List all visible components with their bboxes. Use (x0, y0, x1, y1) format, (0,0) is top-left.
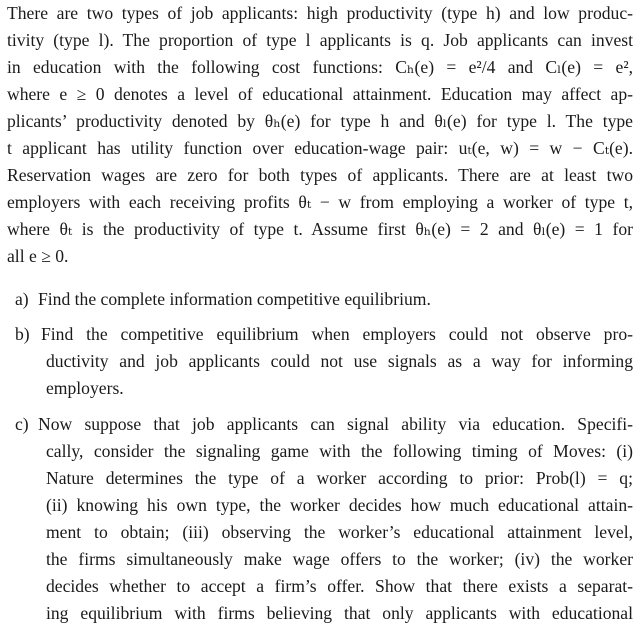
item-c-line: Nature determines the type of a worker according to prior: Prob(l) = q; (46, 468, 633, 488)
item-c-line: ing equilibrium with firms believing that only applicants with educational (46, 603, 633, 623)
item-b-line: ductivity and job applicants could not use signals as a way for informing (46, 351, 633, 371)
item-c-line: (ii) knowing his own type, the worker decides how much educational attain- (46, 495, 633, 515)
intro-line: t applicant has utility function over education-wage pair: uₜ(e, w) = w − Cₜ(e). (7, 138, 633, 158)
intro-line: where θₜ is the productivity of type t. Assume first θₕ(e) = 2 and θₗ(e) = 1 for (7, 219, 633, 239)
item-c-line: Now suppose that job applicants can signal ability via education. Specifi- (38, 414, 633, 434)
item-label-a: a) (15, 289, 29, 309)
item-label-c: c) (15, 414, 29, 434)
item-c-line: decides whether to accept a firm’s offer. Show that there exists a separat- (46, 576, 633, 596)
item-a-line: Find the complete information competitive equilibrium. (38, 289, 431, 309)
item-c-line: ment to obtain; (iii) observing the worker’s educational attainment level, (46, 522, 633, 542)
intro-line: where e ≥ 0 denotes a level of educational attainment. Education may affect ap- (7, 84, 633, 104)
intro-line: employers with each receiving profits θₜ − w from employing a worker of type t, (7, 192, 633, 212)
intro-line: tivity (type l). The proportion of type l applicants is q. Job applicants can invest (7, 30, 633, 50)
item-c-line: cally, consider the signaling game with the following timing of Moves: (i) (46, 441, 633, 461)
intro-line: in education with the following cost functions: Cₕ(e) = e²/4 and Cₗ(e) = e², (7, 57, 633, 77)
intro-line: There are two types of job applicants: high productivity (type h) and low produc- (7, 3, 633, 23)
item-label-b: b) (15, 324, 30, 344)
intro-line: Reservation wages are zero for both types of applicants. There are at least two (7, 165, 633, 185)
intro-line: all e ≥ 0. (7, 246, 69, 266)
item-b-line: employers. (46, 378, 124, 398)
item-c-line: the firms simultaneously make wage offers to the worker; (iv) the worker (46, 549, 633, 569)
item-b-line: Find the competitive equilibrium when employers could not observe pro- (41, 324, 633, 344)
intro-line: plicants’ productivity denoted by θₕ(e) for type h and θₗ(e) for type l. The type (7, 111, 633, 131)
